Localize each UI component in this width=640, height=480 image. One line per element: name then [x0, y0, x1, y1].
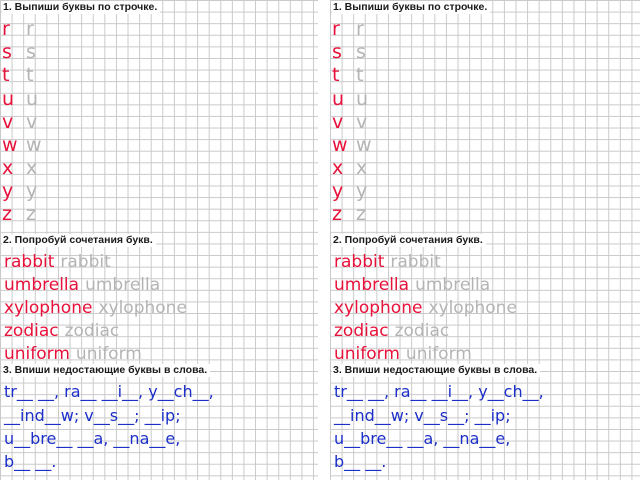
- sample-letter: r: [2, 18, 10, 40]
- word-row-umbrella: [334, 274, 490, 296]
- exercise-line: tr__ __, ra__ __i__, y__ch__,: [4, 382, 214, 401]
- trace-letter: u: [26, 88, 39, 110]
- trace-word: uniform: [75, 344, 142, 364]
- trace-word: xylophone: [98, 298, 187, 318]
- letter-row-z: [2, 203, 50, 225]
- trace-letter: y: [356, 180, 368, 202]
- sample-word: rabbit: [334, 252, 385, 272]
- sample-letter: v: [332, 111, 344, 133]
- worksheet-right: [330, 0, 640, 480]
- trace-letter: x: [356, 157, 368, 179]
- sample-letter: z: [332, 203, 342, 225]
- trace-letter: t: [356, 64, 364, 86]
- sample-letter: x: [332, 157, 344, 179]
- letter-row-w: [332, 134, 380, 156]
- letter-row-u: [2, 88, 50, 110]
- letter-row-s: [332, 41, 380, 63]
- trace-letter: y: [26, 180, 38, 202]
- sample-letter: w: [2, 134, 18, 156]
- trace-letter: s: [356, 41, 366, 63]
- letter-row-r: [2, 18, 50, 40]
- sample-word: zodiac: [4, 321, 59, 341]
- trace-letter: t: [26, 64, 34, 86]
- trace-word: uniform: [405, 344, 472, 364]
- trace-letter: z: [356, 203, 366, 225]
- word-row-rabbit: [334, 251, 441, 273]
- sample-word: umbrella: [334, 275, 410, 295]
- letter-row-v: [332, 111, 380, 133]
- exercise-line: __ind__w; v__s__; __ip;: [334, 406, 511, 425]
- trace-letter: r: [356, 18, 364, 40]
- sample-letter: y: [2, 180, 14, 202]
- letter-row-u: [332, 88, 380, 110]
- task2-title: 2. Попробуй сочетания букв.: [332, 234, 486, 247]
- task3-title: 3. Впиши недостающие буквы в слова.: [332, 364, 540, 377]
- word-row-umbrella: [4, 274, 160, 296]
- word-row-xylophone: [4, 297, 187, 319]
- word-row-xylophone: [334, 297, 517, 319]
- task1-title: 1. Выпиши буквы по строчке.: [332, 1, 490, 14]
- trace-letter: s: [26, 41, 36, 63]
- task3-title: 3. Впиши недостающие буквы в слова.: [2, 364, 210, 377]
- sample-word: zodiac: [334, 321, 389, 341]
- letter-row-t: [2, 64, 50, 86]
- trace-word: rabbit: [390, 252, 441, 272]
- letter-row-t: [332, 64, 380, 86]
- letter-row-z: [332, 203, 380, 225]
- word-row-uniform: [4, 343, 142, 365]
- sample-word: xylophone: [4, 298, 93, 318]
- task2-title: 2. Попробуй сочетания букв.: [2, 234, 156, 247]
- trace-letter: w: [26, 134, 42, 156]
- letter-row-y: [2, 180, 50, 202]
- trace-letter: v: [356, 111, 368, 133]
- trace-letter: u: [356, 88, 369, 110]
- sample-word: uniform: [334, 344, 400, 364]
- exercise-line: b__ __.: [4, 452, 57, 471]
- sample-letter: s: [2, 41, 12, 63]
- trace-word: xylophone: [428, 298, 517, 318]
- trace-word: zodiac: [64, 321, 120, 341]
- exercise-line: tr__ __, ra__ __i__, y__ch__,: [334, 382, 544, 401]
- sample-letter: r: [332, 18, 340, 40]
- trace-word: umbrella: [415, 275, 491, 295]
- letter-row-r: [332, 18, 380, 40]
- letter-row-x: [2, 157, 50, 179]
- word-row-zodiac: [4, 320, 119, 342]
- word-row-rabbit: [4, 251, 111, 273]
- trace-word: rabbit: [60, 252, 111, 272]
- letter-row-y: [332, 180, 380, 202]
- trace-letter: x: [26, 157, 38, 179]
- sample-letter: v: [2, 111, 14, 133]
- trace-word: zodiac: [394, 321, 450, 341]
- sample-letter: w: [332, 134, 348, 156]
- word-row-uniform: [334, 343, 472, 365]
- worksheet-left: [0, 0, 318, 480]
- word-row-zodiac: [334, 320, 449, 342]
- sample-letter: x: [2, 157, 14, 179]
- sample-word: xylophone: [334, 298, 423, 318]
- sample-letter: t: [332, 64, 340, 86]
- letter-row-w: [2, 134, 50, 156]
- sample-letter: t: [2, 64, 10, 86]
- sample-word: umbrella: [4, 275, 80, 295]
- sample-letter: y: [332, 180, 344, 202]
- exercise-line: u__bre__ __a, __na__e,: [334, 429, 511, 448]
- letter-row-v: [2, 111, 50, 133]
- sample-letter: u: [2, 88, 15, 110]
- exercise-line: __ind__w; v__s__; __ip;: [4, 406, 181, 425]
- sample-letter: z: [2, 203, 12, 225]
- trace-letter: w: [356, 134, 372, 156]
- letter-row-x: [332, 157, 380, 179]
- sample-letter: s: [332, 41, 342, 63]
- sample-word: uniform: [4, 344, 70, 364]
- sample-letter: u: [332, 88, 345, 110]
- trace-letter: v: [26, 111, 38, 133]
- sample-word: rabbit: [4, 252, 55, 272]
- task1-title: 1. Выпиши буквы по строчке.: [2, 1, 160, 14]
- letter-row-s: [2, 41, 50, 63]
- trace-letter: z: [26, 203, 36, 225]
- trace-letter: r: [26, 18, 34, 40]
- exercise-line: b__ __.: [334, 452, 387, 471]
- exercise-line: u__bre__ __a, __na__e,: [4, 429, 181, 448]
- trace-word: umbrella: [85, 275, 161, 295]
